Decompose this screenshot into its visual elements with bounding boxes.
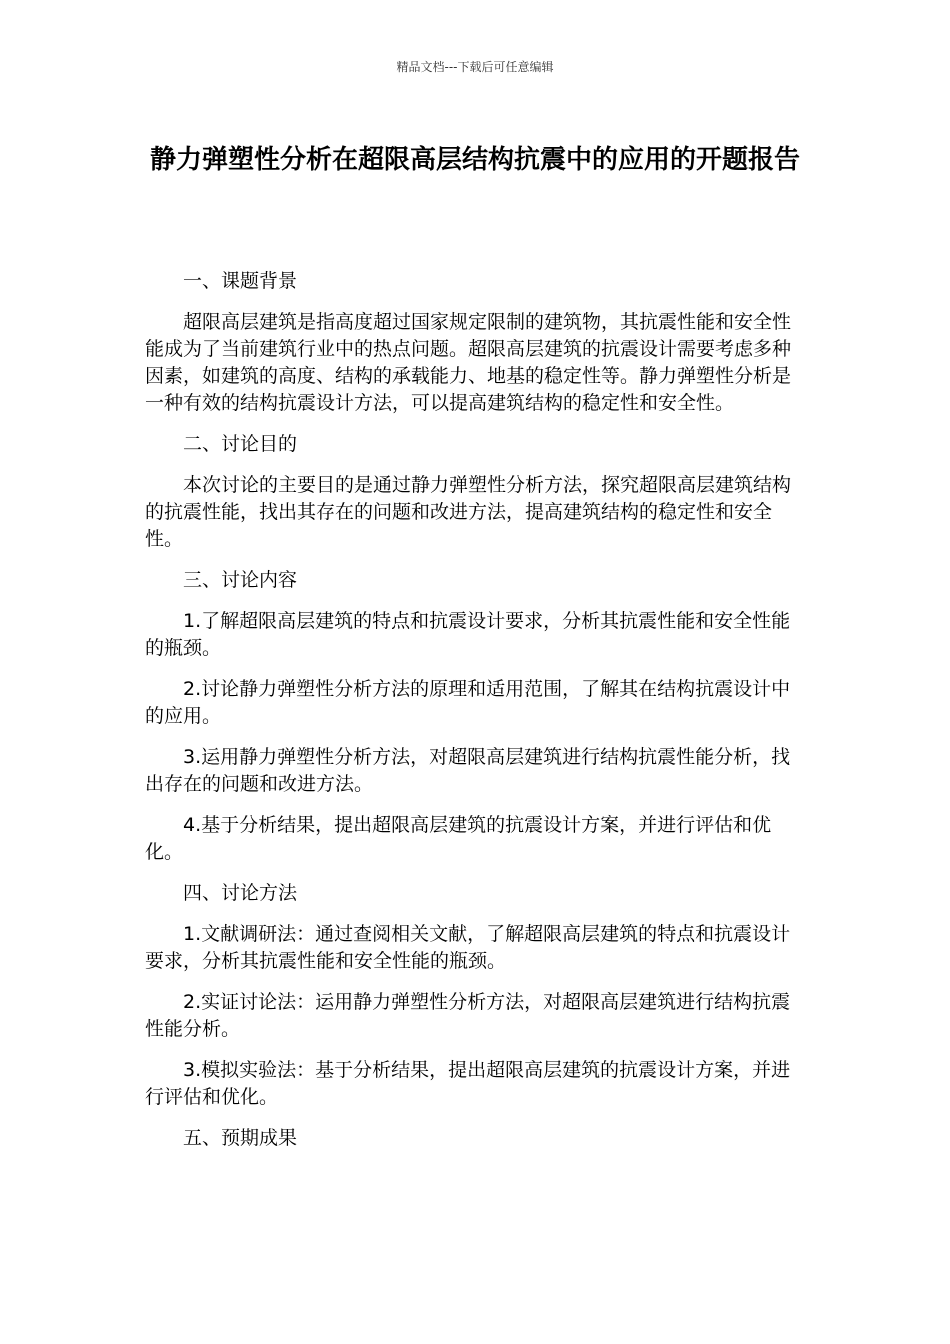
section-heading-purpose: 二、讨论目的: [183, 433, 298, 455]
section-heading-background: 一、课题背景: [183, 270, 298, 292]
section-heading-methods: 四、讨论方法: [183, 882, 298, 904]
content-item-3: 3.运用静力弹塑性分析方法，对超限高层建筑进行结构抗震性能分析，找出存在的问题和改进方法。: [145, 746, 791, 795]
content-item-4: 4.基于分析结果，提出超限高层建筑的抗震设计方案，并进行评估和优化。: [145, 814, 772, 863]
method-item-2: 2.实证讨论法：运用静力弹塑性分析方法，对超限高层建筑进行结构抗震性能分析。: [145, 991, 791, 1040]
section-heading-outcomes: 五、预期成果: [183, 1127, 298, 1149]
method-item-3: 3.模拟实验法：基于分析结果，提出超限高层建筑的抗震设计方案，并进行评估和优化。: [145, 1059, 791, 1108]
section-heading-content: 三、讨论内容: [183, 569, 298, 591]
document-body: [145, 268, 795, 1166]
paragraph-background: 超限高层建筑是指高度超过国家规定限制的建筑物，其抗震性能和安全性能成为了当前建筑行业中的热点问题。超限高层建筑的抗震设计需要考虑多种因素，如建筑的高度、结构的承载能力、地基的稳定性等。静力弹塑性分析是一种有效的结构抗震设计方法，可以提高建筑结构的稳定性和安全性。: [145, 311, 792, 414]
content-item-1: 1.了解超限高层建筑的特点和抗震设计要求，分析其抗震性能和安全性能的瓶颈。: [145, 610, 791, 659]
method-item-1: 1.文献调研法：通过查阅相关文献，了解超限高层建筑的特点和抗震设计要求，分析其抗震性能和安全性能的瓶颈。: [145, 923, 791, 972]
header-note: 精品文档---下载后可任意编辑: [396, 60, 554, 74]
content-item-2: 2.讨论静力弹塑性分析方法的原理和适用范围，了解其在结构抗震设计中的应用。: [145, 678, 791, 727]
paragraph-purpose: 本次讨论的主要目的是通过静力弹塑性分析方法，探究超限高层建筑结构的抗震性能，找出其存在的问题和改进方法，提高建筑结构的稳定性和安全性。: [145, 474, 792, 550]
document-title: 静力弹塑性分析在超限高层结构抗震中的应用的开题报告: [149, 145, 800, 175]
